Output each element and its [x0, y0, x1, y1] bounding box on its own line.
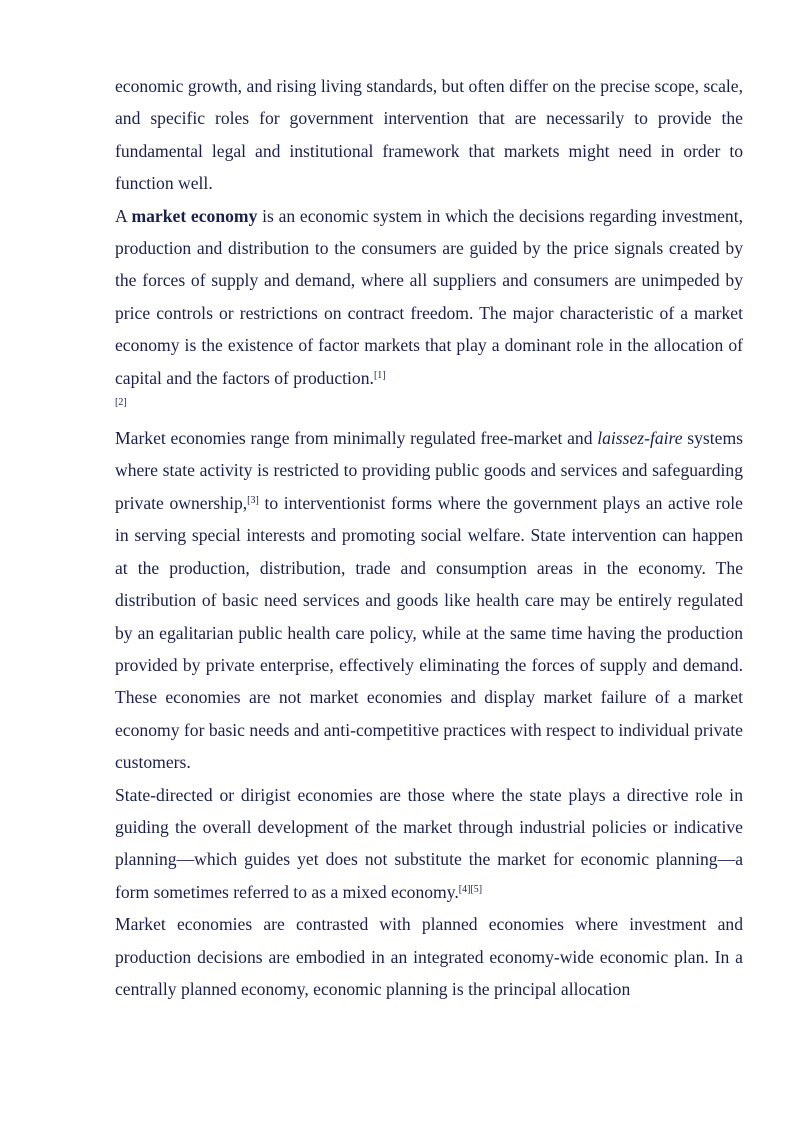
paragraph-market-economy-definition [115, 200, 743, 410]
paragraph-text: is an economic system in which the decisions regarding investment, production and distribution to the consumers are guided by the price signals created by the forces of supply and demand, where all suppliers and consumers are unimpeded by price controls or restrictions on contract freedom. The major characteristic of a market economy is the existence of factor markets that play a dominant role in the allocation of capital and the factors of production. [115, 205, 744, 388]
paragraph-text: economic growth, and rising living standards, but often differ on the precise scope, scale, and specific roles for government intervention that are necessarily to provide the fundamental legal and institutional framework that markets might need in order to function well. [115, 76, 743, 194]
paragraph-text: State-directed or dirigist economies are those where the state plays a directive role in guiding the overall development of the market through industrial policies or indicative planning—which guides yet does not substitute the market for economic planning—a form sometimes referred to as a mixed economy. [115, 784, 743, 902]
paragraph-text: Market economies range from minimally regulated free-market and [115, 428, 598, 449]
paragraph-planned-economies [115, 908, 743, 1005]
citation-link-4-5[interactable]: [4][5] [458, 883, 483, 895]
paragraph-text: to interventionist forms where the government plays an active role in serving special interests and promoting social welfare. State intervention can happen at the production, distribution, trade and consumption areas in the economy. The distribution of basic need services and goods like health care may be entirely regulated by an egalitarian public health care policy, while at the same time having the production provided by private enterprise, effectively eliminating the forces of supply and demand. These economies are not market economies and display market failure of a market economy for basic needs and anti-competitive practices with respect to individual private customers. [115, 492, 743, 773]
paragraph-market-economy-range [115, 422, 743, 778]
paragraph-text: Market economies are contrasted with planned economies where investment and production decisions are embodied in an integrated economy-wide economic plan. In a centrally planned economy, economic planning is the principal allocation [115, 914, 743, 999]
paragraph-text: systems where state activity is restricted to providing public goods and services and safeguarding private ownership, [115, 428, 743, 513]
citation-link-2[interactable]: [2] [115, 397, 127, 409]
citation-link-3[interactable]: [3] [247, 494, 259, 506]
term-laissez-faire: laissez-faire [597, 428, 683, 449]
paragraph-intro-continuation [115, 70, 743, 200]
paragraph-lead: A [115, 205, 132, 226]
citation-link-1[interactable]: [1] [373, 369, 386, 381]
paragraph-dirigist-economies [115, 779, 743, 909]
term-market-economy: market economy [131, 205, 258, 226]
